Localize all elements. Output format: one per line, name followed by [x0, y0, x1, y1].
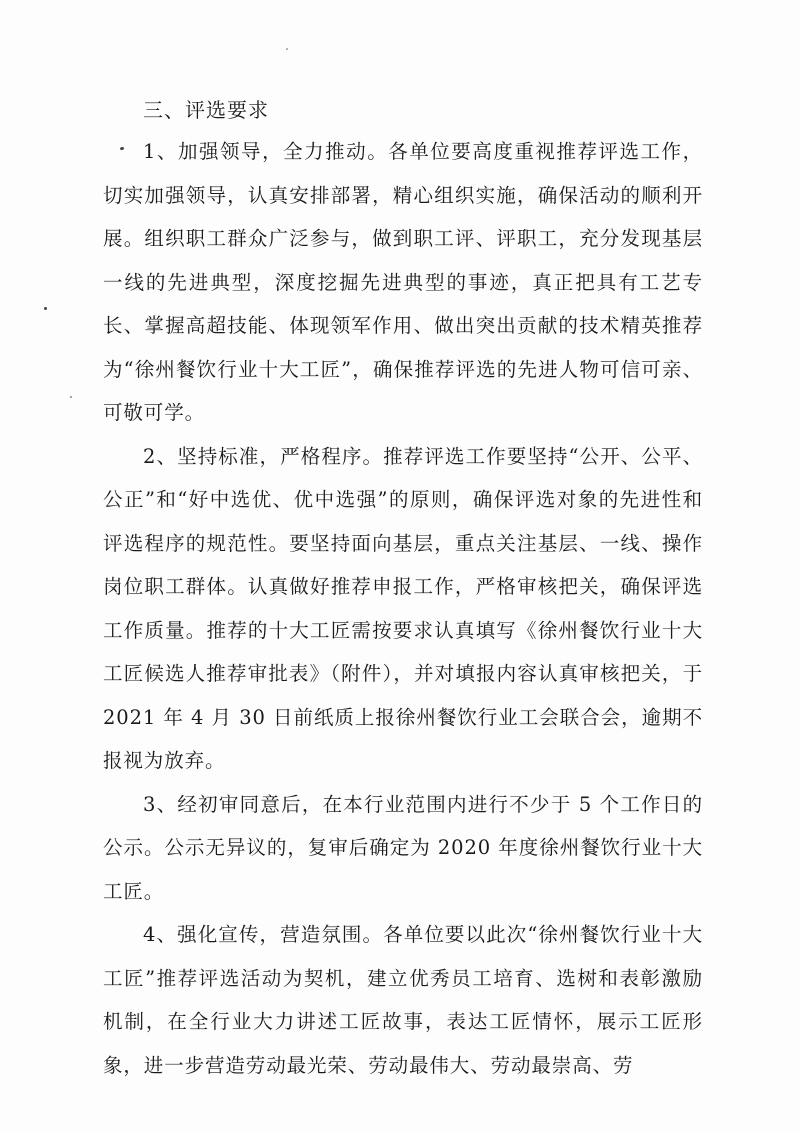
paragraph-promotion: 4、强化宣传，营造氛围。各单位要以此次“徐州餐饮行业十大工匠”推荐评选活动为契机，建立优秀员工培育、选树和表彰激励机制，在全行业大力讲述工匠故事，表达工匠情怀，展示工匠形象，进一步营造劳动最光荣、劳动最伟大、劳动最崇高、劳: [103, 923, 703, 1077]
paragraph-leadership: 1、加强领导，全力推动。各单位要高度重视推荐评选工作，切实加强领导，认真安排部署，精心组织实施，确保活动的顺利开展。组织职工群众广泛参与，做到职工评、评职工，充分发现基层一线的先进典型，深度挖掘先进典型的事迹，真正把具有工艺专长、掌握高超技能、体现领军作用、做出突出贡献的技术精英推荐为“徐州餐饮行业十大工匠”，确保推荐评选的先进人物可信可亲、可敬可学。: [103, 140, 703, 424]
scan-speck: [70, 396, 72, 398]
scan-speck: [286, 48, 288, 50]
paragraph-publicity-notice: 3、经初审同意后，在本行业范围内进行不少于 5 个工作日的公示。公示无异议的，复审后确定为 2020 年度徐州餐饮行业十大工匠。: [103, 792, 703, 903]
section-heading: 三、评选要求: [143, 98, 269, 122]
document-body: [103, 92, 703, 1087]
paragraph-standards: 2、坚持标准，严格程序。推荐评选工作要坚持“公开、公平、公正”和“好中选优、优中选强”的原则，确保评选对象的先进性和评选程序的规范性。要坚持面向基层，重点关注基层、一线、操作岗位职工群体。认真做好推荐申报工作，严格审核把关，确保评选工作质量。推荐的十大工匠需按要求认真填写《徐州餐饮行业十大工匠候选人推荐审批表》（附件），并对填报内容认真审核把关，于 2021 年 4 月 30 日前纸质上报徐州餐饮行业工会联合会，逾期不报视为放弃。: [103, 444, 703, 772]
scan-speck: [44, 307, 47, 310]
